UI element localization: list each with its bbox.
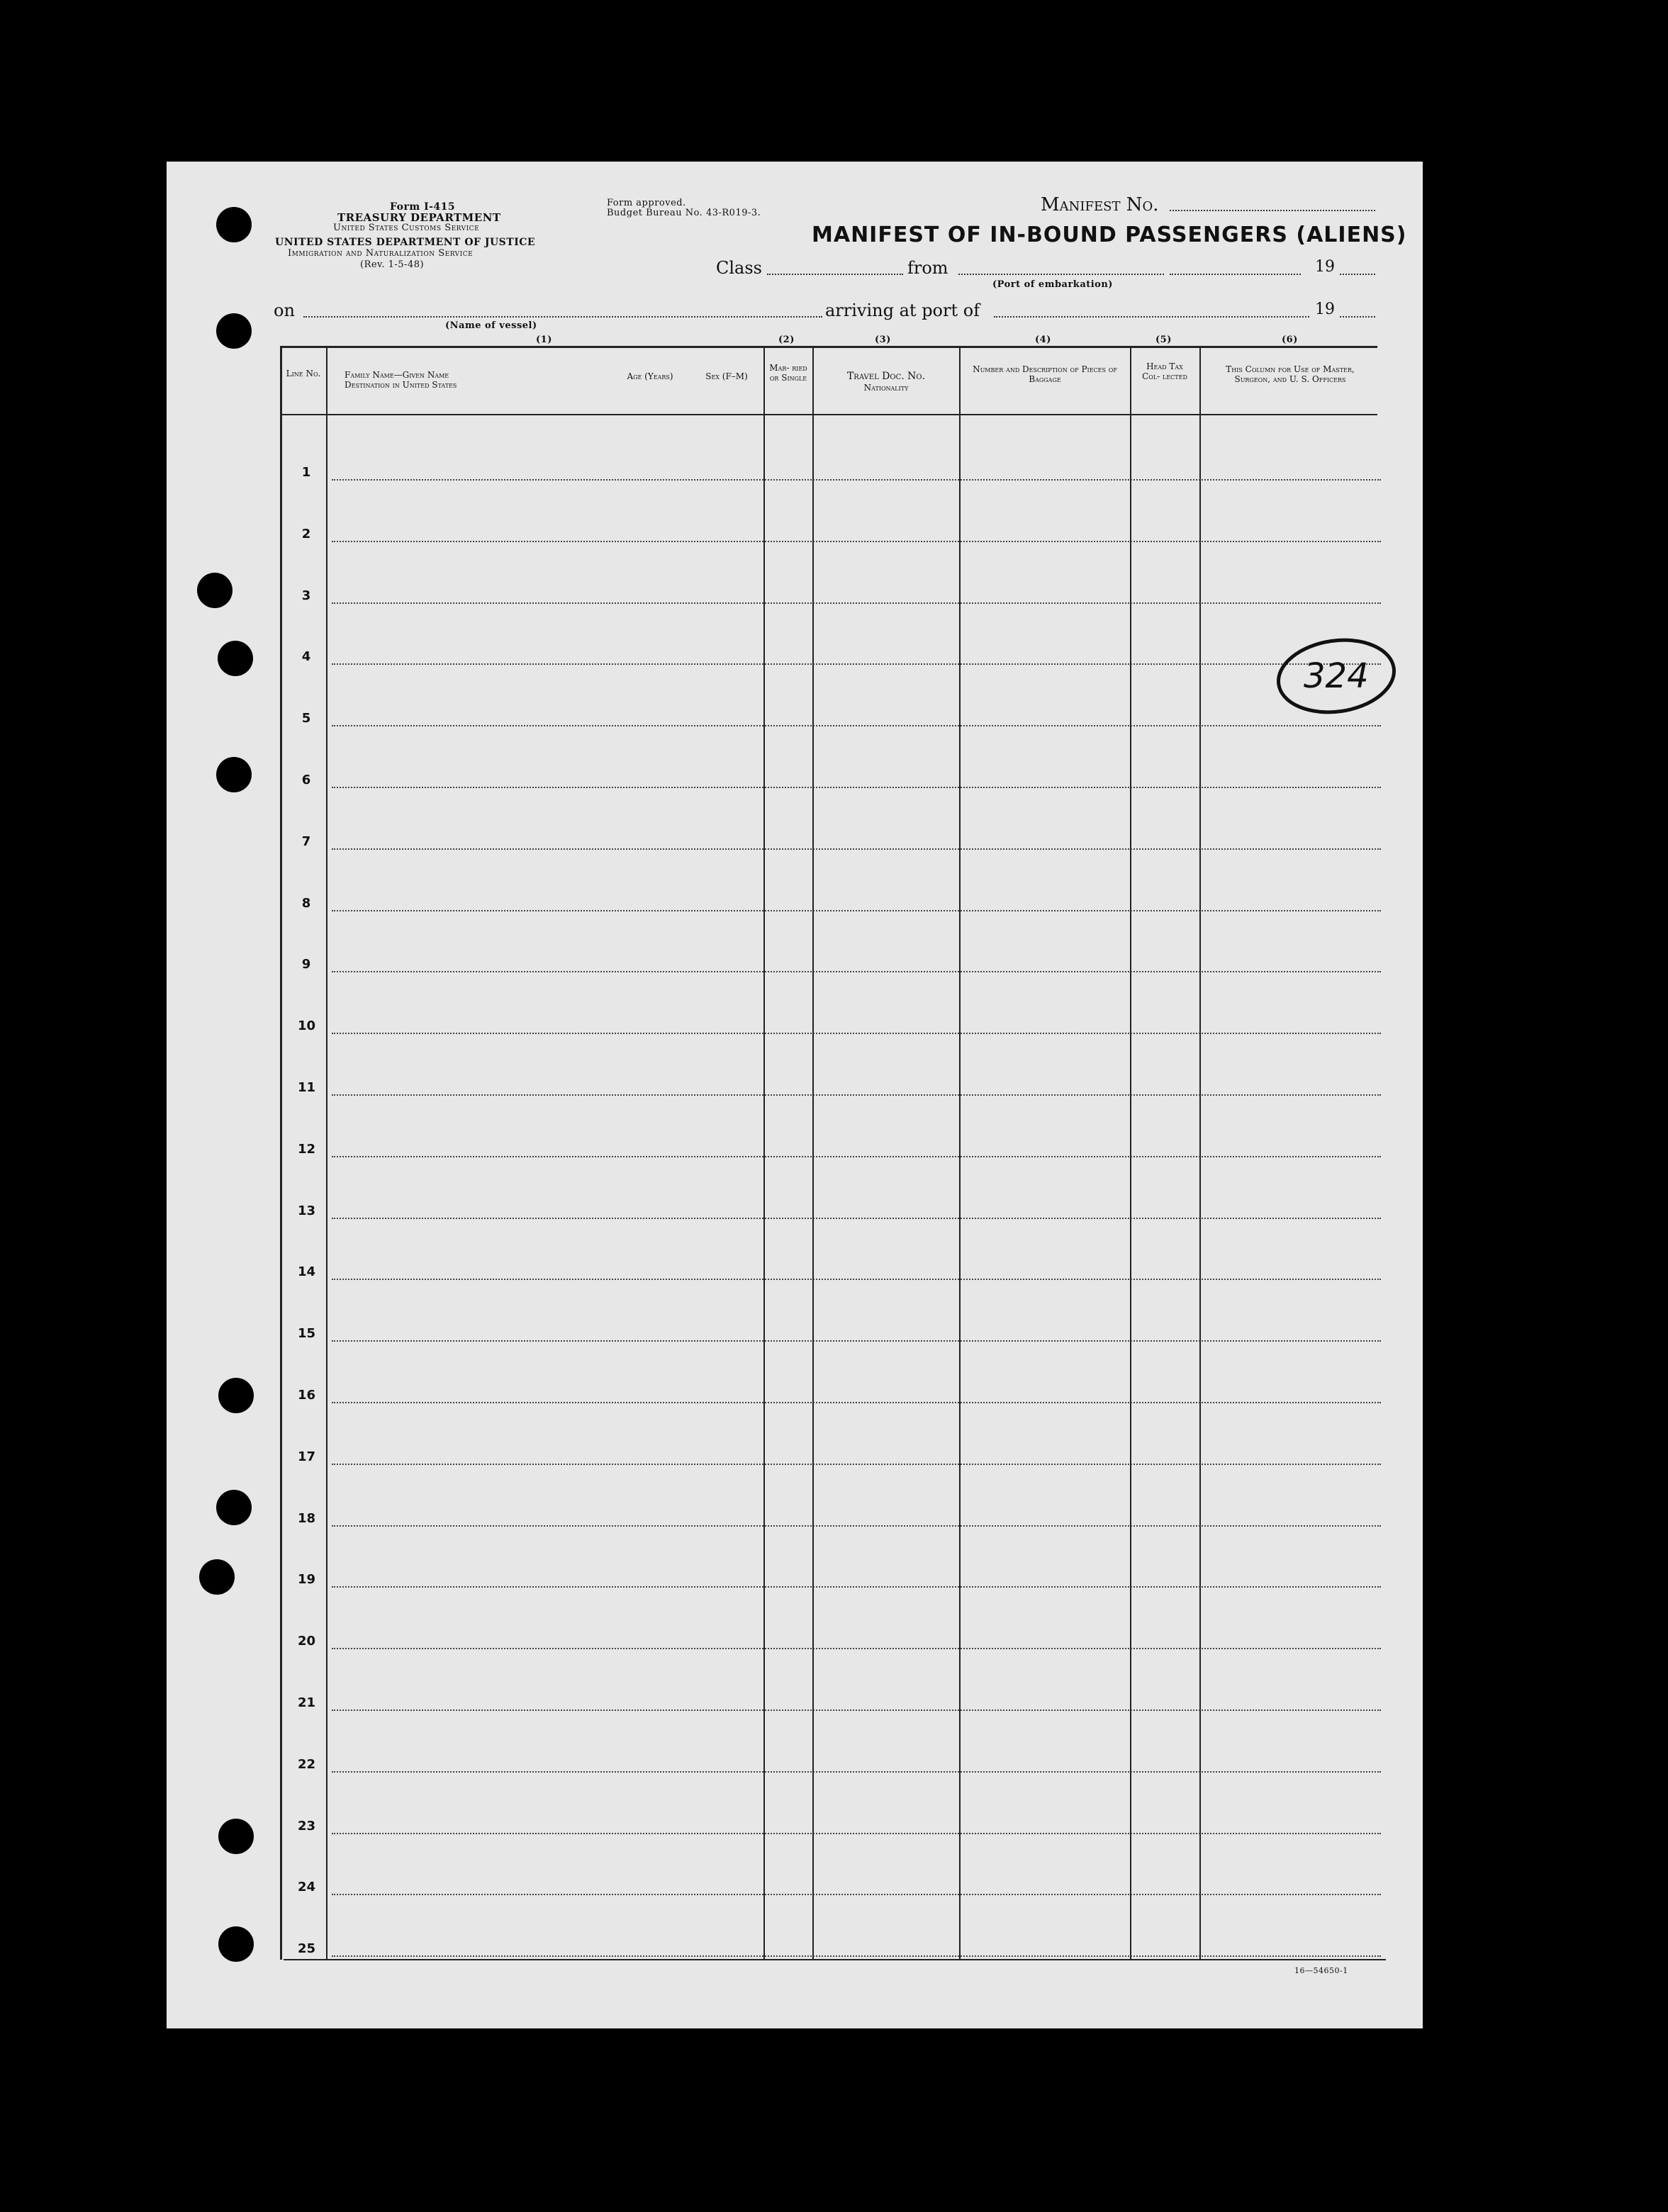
row-number: 15 <box>298 1326 316 1341</box>
row-number: 2 <box>301 527 311 541</box>
binder-hole <box>218 1819 254 1854</box>
row-number: 24 <box>298 1880 316 1894</box>
binder-hole <box>218 1926 254 1962</box>
column-number-5: (5) <box>1155 335 1172 345</box>
row-number: 20 <box>298 1634 316 1649</box>
binder-hole <box>218 641 253 676</box>
column-number-3: (3) <box>875 335 891 345</box>
column-divider <box>326 346 328 1960</box>
table-row[interactable] <box>332 479 1381 481</box>
table-row[interactable] <box>332 725 1381 726</box>
header-sex: Sex (F–M) <box>705 371 748 381</box>
table-row[interactable] <box>332 1648 1381 1649</box>
revision-date: (Rev. 1-5-48) <box>360 259 425 270</box>
column-number-2: (2) <box>778 335 795 345</box>
table-row[interactable] <box>332 787 1381 788</box>
arrival-year-field[interactable] <box>1340 316 1375 318</box>
table-bottom-rule <box>284 1959 1386 1960</box>
binder-hole <box>216 207 252 242</box>
table-row[interactable] <box>332 1833 1381 1834</box>
table-row[interactable] <box>332 848 1381 850</box>
header-officers-use: This Column for Use of Master, Surgeon, and U. S. Officers <box>1226 364 1355 384</box>
table-row[interactable] <box>332 1709 1381 1711</box>
class-label: Class <box>716 258 762 278</box>
table-row[interactable] <box>332 1279 1381 1280</box>
row-number: 5 <box>301 711 311 726</box>
header-baggage: Number and Description of Pieces of Baggage <box>973 364 1117 384</box>
table-row[interactable] <box>332 1094 1381 1096</box>
row-number: 14 <box>298 1264 316 1279</box>
row-number: 13 <box>298 1203 316 1218</box>
header-family-name: Family Name—Given Name <box>345 370 449 380</box>
circled-number-annotation <box>1274 632 1398 717</box>
table-row[interactable] <box>332 1218 1381 1219</box>
table-row[interactable] <box>332 1033 1381 1034</box>
ins-service: Immigration and Naturalization Service <box>288 248 474 259</box>
arriving-label: arriving at port of <box>825 301 980 320</box>
table-row[interactable] <box>332 1586 1381 1588</box>
form-approved: Form approved. <box>607 198 686 208</box>
row-number: 7 <box>301 834 311 849</box>
column-number-1: (1) <box>536 335 552 345</box>
row-number: 17 <box>298 1449 316 1464</box>
year-prefix-2: 19 <box>1315 301 1335 318</box>
table-row[interactable] <box>332 910 1381 911</box>
column-number-6: (6) <box>1282 335 1298 345</box>
row-number: 3 <box>301 588 311 603</box>
vessel-name-caption: (Name of vessel) <box>445 320 537 331</box>
on-label: on <box>274 301 295 320</box>
table-row[interactable] <box>332 971 1381 972</box>
class-field[interactable] <box>767 274 903 275</box>
table-top-rule <box>280 346 1377 348</box>
embarkation-year-field[interactable] <box>1340 274 1375 275</box>
table-row[interactable] <box>332 602 1381 604</box>
port-of-embarkation-field[interactable] <box>958 274 1164 275</box>
column-divider <box>1199 346 1201 1960</box>
header-married: Mar- ried or Single <box>769 363 807 383</box>
row-number: 8 <box>301 896 311 911</box>
column-divider <box>763 346 765 1960</box>
embarkation-date-field[interactable] <box>1170 274 1301 275</box>
row-number: 1 <box>301 465 311 480</box>
table-row[interactable] <box>332 1894 1381 1895</box>
header-nationality: Nationality <box>863 383 909 393</box>
header-travel-doc: Travel Doc. No. <box>846 371 926 382</box>
binder-hole <box>197 573 233 608</box>
manifest-title: MANIFEST OF IN-BOUND PASSENGERS (ALIENS) <box>812 223 1407 247</box>
manifest-no-field[interactable] <box>1170 210 1375 211</box>
row-number: 11 <box>298 1080 316 1095</box>
row-number: 9 <box>301 957 311 972</box>
header-head-tax: Head Tax Col- lected <box>1142 361 1187 381</box>
form-number: Form I-415 <box>390 201 456 213</box>
budget-bureau: Budget Bureau No. 43-R019-3. <box>607 208 761 218</box>
binder-hole <box>216 1490 252 1525</box>
table-row[interactable] <box>332 1464 1381 1465</box>
justice-department: UNITED STATES DEPARTMENT OF JUSTICE <box>275 237 536 248</box>
binder-hole <box>199 1559 235 1595</box>
header-destination: Destination in United States <box>345 380 457 390</box>
port-of-embarkation-caption: (Port of embarkation) <box>992 279 1113 290</box>
row-number: 4 <box>301 649 311 664</box>
column-number-4: (4) <box>1035 335 1051 345</box>
table-row[interactable] <box>332 663 1381 665</box>
manifest-no-label: Manifest No. <box>1041 194 1159 215</box>
from-label: from <box>907 258 948 278</box>
column-divider <box>812 346 814 1960</box>
row-number: 25 <box>298 1941 316 1956</box>
table-row[interactable] <box>332 1771 1381 1773</box>
table-row[interactable] <box>332 1340 1381 1342</box>
row-number: 22 <box>298 1757 316 1772</box>
row-number: 21 <box>298 1695 316 1710</box>
annotation-number: 324 <box>1304 656 1369 696</box>
row-number: 16 <box>298 1388 316 1403</box>
row-number: 19 <box>298 1572 316 1587</box>
table-row[interactable] <box>332 1156 1381 1157</box>
vessel-name-field[interactable] <box>303 316 822 318</box>
column-divider <box>1130 346 1131 1960</box>
header-line-no: Line No. <box>286 369 321 378</box>
table-row[interactable] <box>332 1955 1381 1957</box>
header-age: Age (Years) <box>627 371 673 381</box>
table-row[interactable] <box>332 1402 1381 1403</box>
row-number: 6 <box>301 773 311 787</box>
row-number: 10 <box>298 1018 316 1033</box>
footer-code: 16—54650-1 <box>1294 1966 1348 1975</box>
table-row[interactable] <box>332 1525 1381 1527</box>
binder-hole <box>216 757 252 792</box>
treasury-department: TREASURY DEPARTMENT <box>337 211 501 224</box>
table-header-bottom-rule <box>280 414 1377 415</box>
column-divider <box>280 346 282 1960</box>
binder-hole <box>216 313 252 349</box>
customs-service: United States Customs Service <box>333 223 480 233</box>
table-row[interactable] <box>332 541 1381 542</box>
arrival-port-field[interactable] <box>994 316 1309 318</box>
column-divider <box>959 346 961 1960</box>
binder-hole <box>218 1378 254 1413</box>
row-number: 18 <box>298 1511 316 1526</box>
row-number: 23 <box>298 1819 316 1834</box>
row-number: 12 <box>298 1142 316 1157</box>
year-prefix-1: 19 <box>1315 258 1335 276</box>
